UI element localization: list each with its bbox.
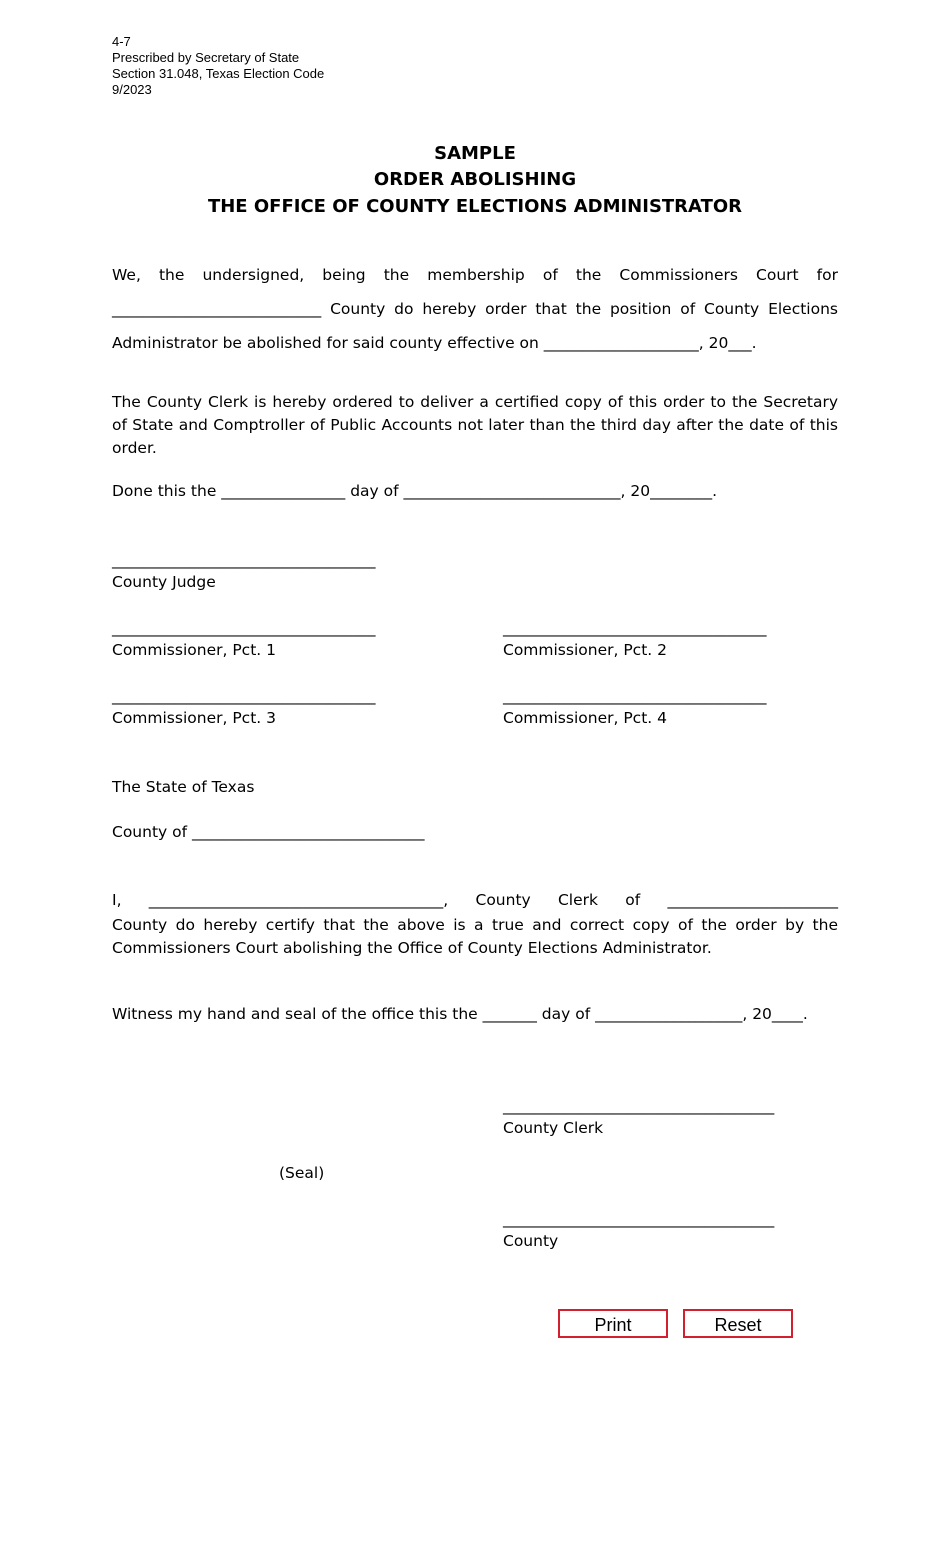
commissioner-3-signature-line: __________________________________ [112, 687, 376, 705]
title-order-abolishing: ORDER ABOLISHING [373, 169, 577, 190]
commissioner-4-label: Commissioner, Pct. 4 [503, 709, 667, 727]
commissioner-1-signature-line: __________________________________ [112, 619, 376, 637]
seal-label: (Seal) [279, 1164, 325, 1182]
county-clerk-signature-line: ___________________________________ [503, 1097, 775, 1115]
order-line-2: ___________________________ County do hereby order that the position of County Elections [112, 300, 838, 318]
county-judge-label: County Judge [112, 573, 216, 591]
reset-button[interactable]: Reset [683, 1309, 793, 1338]
county-judge-signature-line: __________________________________ [112, 551, 376, 569]
clerk-order-paragraph: The County Clerk is hereby ordered to deliver a certified copy of this order to the Secretary of State and Comptroller of Public Accounts not later than the third day after the date of this order. [112, 393, 838, 457]
print-button[interactable]: Print [558, 1309, 668, 1338]
form-number: 4-7 [112, 34, 131, 49]
done-this-line: Done this the ________________ day of ____________________________, 20________. [112, 482, 718, 500]
commissioner-4-signature-line: __________________________________ [503, 687, 767, 705]
prescribed-by: Prescribed by Secretary of State [112, 50, 300, 65]
order-line-3: Administrator be abolished for said county effective on ____________________, 20___. [112, 334, 757, 352]
form-date: 9/2023 [112, 82, 152, 97]
state-of-texas: The State of Texas [112, 778, 255, 796]
witness-line: Witness my hand and seal of the office this the _______ day of ___________________, 20____. [112, 1005, 808, 1023]
county-signature-line: ___________________________________ [503, 1210, 775, 1228]
certification-line-1: I, ______________________________________, County Clerk of ______________________ [112, 891, 838, 909]
commissioner-2-label: Commissioner, Pct. 2 [503, 641, 667, 659]
certification-line-2: County do hereby certify that the above is a true and correct copy of the order by the Commissioners Court abolishing the Office of County Elections Administrator. [112, 916, 838, 957]
title-sample: SAMPLE [434, 143, 516, 164]
title-office: THE OFFICE OF COUNTY ELECTIONS ADMINISTRATOR [207, 196, 743, 217]
commissioner-3-label: Commissioner, Pct. 3 [112, 709, 276, 727]
order-line-1: We, the undersigned, being the membership of the Commissioners Court for [112, 266, 838, 284]
county-clerk-label: County Clerk [503, 1119, 604, 1137]
county-of-line: County of ______________________________ [112, 823, 425, 841]
commissioner-2-signature-line: __________________________________ [503, 619, 767, 637]
commissioner-1-label: Commissioner, Pct. 1 [112, 641, 276, 659]
county-label: County [503, 1232, 559, 1250]
code-section: Section 31.048, Texas Election Code [112, 66, 325, 81]
